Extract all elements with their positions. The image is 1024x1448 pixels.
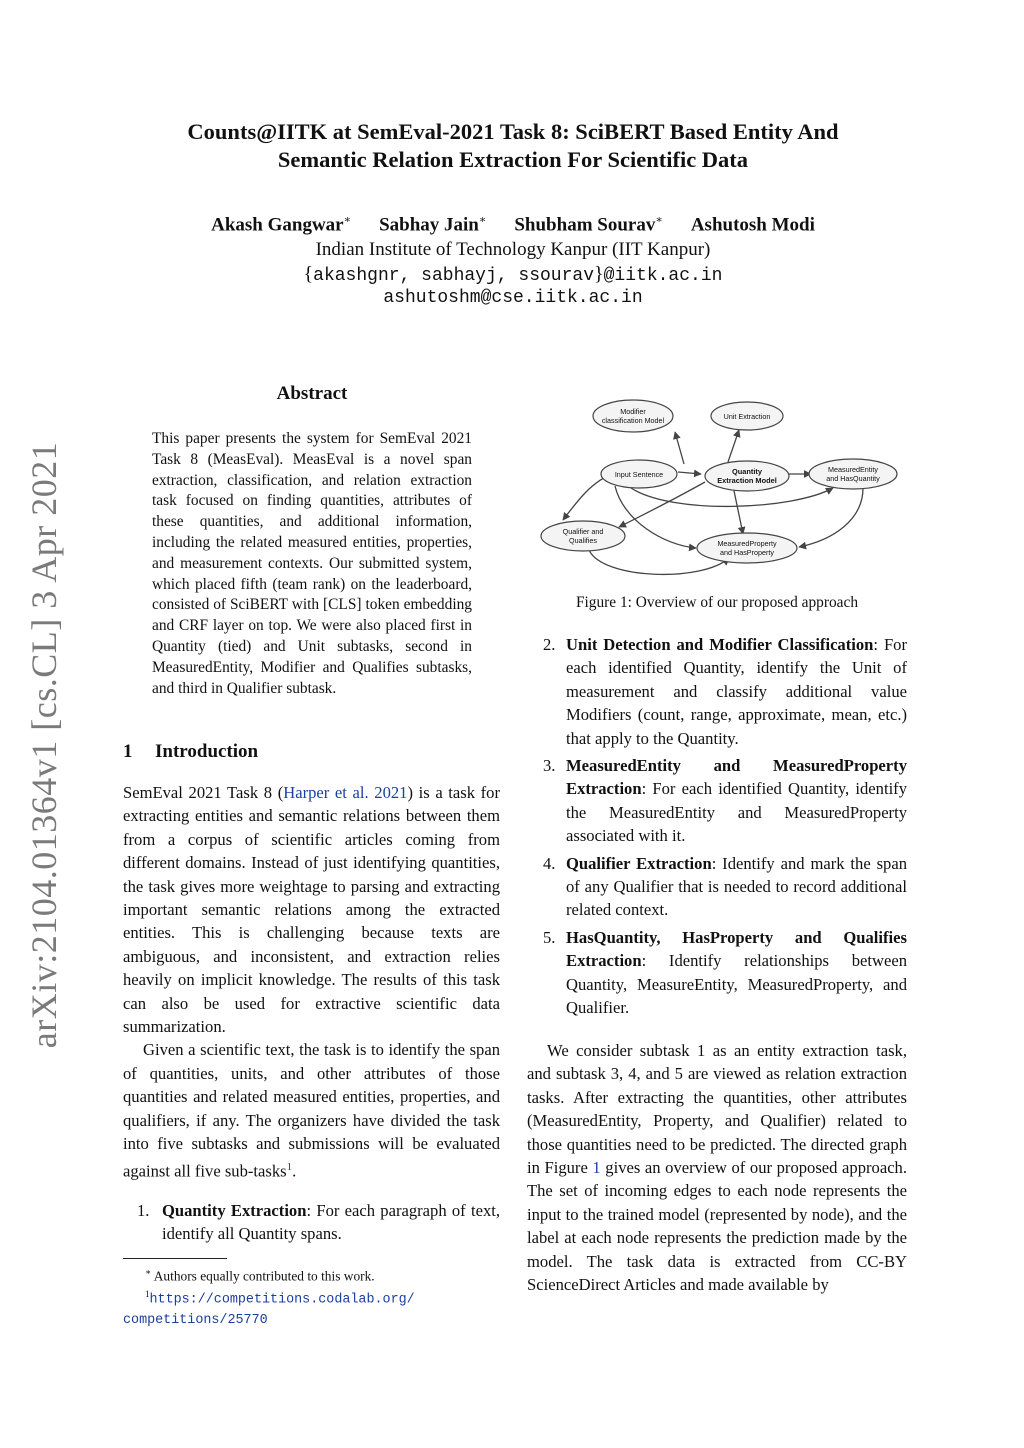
footnote-rule [123, 1258, 227, 1259]
item-title: Qualifier Extraction [566, 853, 712, 873]
item-title: Unit Detection and Modifier Classification [566, 635, 874, 654]
figure-ref-link[interactable]: 1 [592, 1158, 601, 1178]
author-mark: ∗ [655, 214, 663, 226]
email-usernames: akashgnr, sabhayj, ssourav [313, 266, 595, 286]
edge-quantity-to-unit [728, 430, 739, 462]
item-number: 4. [543, 853, 556, 873]
item-text: : For each identified Quantity, identify the Unit of measurement and classify additional value Modifiers (count, range, approximate, mean, etc.) that apply to the Quantity. [566, 635, 907, 748]
author-mark: ∗ [343, 214, 352, 226]
footnote-url[interactable]: https://competitions.codalab.org/ [149, 1292, 415, 1308]
intro-text: SemEval 2021 Task 8 ( [123, 783, 284, 802]
node-label: Quantity [732, 467, 762, 476]
author [691, 214, 815, 236]
node-label: Qualifies [569, 536, 597, 545]
footnote-2 [123, 1285, 500, 1309]
author [211, 213, 351, 236]
node-label: MeasuredEntity [828, 465, 878, 474]
citation-link[interactable]: Harper et al. 2021 [283, 783, 408, 802]
title-line-2: Semantic Relation Extraction For Scientific Data [277, 147, 749, 172]
affiliation: Indian Institute of Technology Kanpur (IIT Kanpur) [315, 239, 711, 260]
node-label: classification Model [601, 416, 665, 425]
item-number: 5. [543, 927, 556, 947]
footnote-text: Authors equally contributed to this work. [153, 1268, 375, 1284]
brace-open: { [303, 263, 314, 285]
edge-input-to-entity [631, 488, 833, 506]
diagram-nodes [541, 400, 897, 563]
node-label: Input Sentence [614, 470, 664, 479]
right-paragraph [527, 1039, 907, 1296]
list-item [527, 926, 907, 1020]
item-text: : For each paragraph of text, identify all Quantity spans. [162, 1201, 500, 1244]
intro-text: Given a scientific text, the task is to identify the span of quantities, units, and other attributes of those quantities and related measured entities, properties, and qualifiers, if any. The organizers have divided the task into five subtasks and submissions will be evaluated against all five sub-tasks [123, 1040, 500, 1181]
node-label: Extraction Model [717, 476, 777, 485]
abstract-heading: Abstract [276, 383, 348, 404]
intro-text: . [292, 1161, 297, 1181]
author [514, 213, 662, 236]
author [379, 213, 486, 236]
email-single: ashutoshm@cse.iitk.ac.in [383, 288, 643, 308]
item-title: Quantity Extraction [162, 1201, 307, 1220]
section-title: Introduction [155, 741, 259, 762]
flow-diagram [533, 390, 909, 586]
footnote-ref[interactable]: 1 [286, 1160, 293, 1173]
node-label: Qualifier and [562, 527, 604, 536]
email-domain: @iitk.ac.in [603, 266, 723, 286]
item-number: 3. [543, 756, 556, 776]
item-number: 2. [543, 635, 556, 654]
item-text: : For each identified Quantity, identify the MeasuredEntity and MeasuredProperty associated with it. [566, 779, 907, 846]
author-name: Shubham Sourav [514, 214, 656, 236]
intro-paragraph-2 [123, 1038, 500, 1182]
paper-title [110, 118, 916, 174]
email-group [110, 263, 916, 286]
list-item [527, 754, 907, 848]
paragraph-text: gives an overview of our proposed approach. The set of incoming edges to each node represents the input to the trained model (represented by node), and the label at each node represents the prediction made by the model. The task data is extracted from CC-BY ScienceDirect Articles and made available by [527, 1158, 908, 1295]
edge-quantity-to-property [733, 486, 743, 534]
list-item [527, 633, 907, 750]
node-label: Unit Extraction [723, 412, 771, 421]
arxiv-stamp: arXiv:2104.01364v1 [cs.CL] 3 Apr 2021 [24, 441, 64, 1049]
item-number: 1. [137, 1201, 150, 1220]
author-mark: ∗ [478, 214, 487, 226]
title-line-1: Counts@IITK at SemEval-2021 Task 8: SciBERT Based Entity And [187, 119, 839, 144]
edge-input-to-property [615, 486, 696, 548]
brace-close: } [594, 263, 604, 285]
item-title: MeasuredEntity and MeasuredProperty Extraction [566, 756, 907, 799]
intro-body [123, 781, 500, 1182]
section-heading [123, 741, 258, 763]
node-label: Modifier [620, 407, 646, 416]
author-name: Sabhay Jain [379, 214, 479, 236]
item-text: : Identify and mark the span of any Qualifier that is needed to record additional related context. [566, 853, 907, 920]
author-name: Ashutosh Modi [690, 214, 815, 236]
node-label: and HasProperty [720, 548, 774, 557]
intro-text: ) is a task for extracting entities and semantic relations between them from a corpus of scientific articles coming from different domains. Instead of just identifying quantities, the task gives more weightage to parsing and extracting important semantic relations among the extracted entities. This is challenging because texts are ambiguous, and inconsistent, and extraction relies heavily on implicit knowledge. The results of this task can also be used for extractive scientific data summarization. [123, 783, 501, 1037]
footnote-url[interactable]: competitions/25770 [123, 1312, 268, 1328]
footnote-2-cont [123, 1310, 500, 1330]
edge-input-to-quantity [678, 472, 701, 474]
author-name: Akash Gangwar [211, 214, 344, 236]
edge-quantity-to-modifier [675, 432, 684, 464]
footnote-mark: ∗ [145, 1267, 152, 1277]
footnotes [123, 1263, 500, 1330]
intro-paragraph-1 [123, 781, 500, 1038]
list-item [527, 852, 907, 922]
item-title: HasQuantity, HasProperty and Qualifies Extraction [566, 927, 907, 971]
section-number: 1 [123, 741, 133, 762]
list-item [123, 1199, 500, 1246]
footnote-mark: 1 [145, 1289, 150, 1300]
figure-1 [533, 390, 909, 586]
author-list [110, 213, 916, 236]
abstract-text: This paper presents the system for SemEval 2021 Task 8 (MeasEval). MeasEval is a novel span extraction, classification, and relation extraction task focused on finding quantities, attributes of these quantities, and additional information, including the related measured entities, properties, and measurement contexts. Our submitted system, which placed fifth (team rank) on the leaderboard, consisted of SciBERT with [CLS] token embedding and CRF layer on top. We were also placed first in Quantity (tied) and Unit subtasks, second in MeasuredEntity, Modifier and Qualifies subtasks, and third in Qualifier subtask. [152, 430, 472, 697]
paragraph-text: We consider subtask 1 as an entity extraction task, and subtask 3, 4, and 5 are viewed as relation extraction tasks. After extracting the quantities, other attributes (MeasuredEntity, Property, and Qualifier) related to those quantities need to be predicted. The directed graph in Figure [527, 1041, 907, 1178]
footnote-1 [123, 1263, 500, 1285]
node-label: and HasQuantity [826, 474, 880, 483]
item-text: : Identify relationships between Quantity, MeasureEntity, MeasuredProperty, and Qualifier. [566, 951, 907, 1018]
figure-caption: Figure 1: Overview of our proposed approach [575, 594, 859, 611]
subtask-list-right [527, 633, 907, 1024]
node-label: MeasuredProperty [717, 539, 777, 548]
subtask-list-left [123, 1199, 500, 1246]
